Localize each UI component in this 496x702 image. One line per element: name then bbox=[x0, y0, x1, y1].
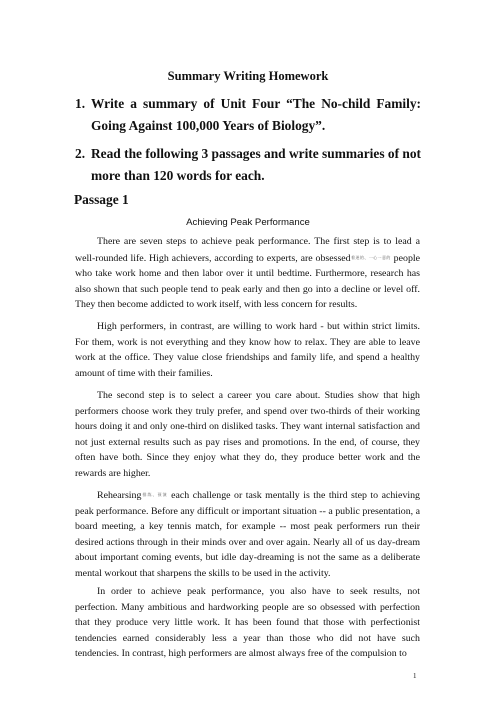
paragraph-3: The second step is to select a career you care about. Studies show that high performers choose work they truly prefer, and spend over two-thirds of their working hours doing it and only one-third on disliked tasks. They want internal satisfaction and not just external results such as pay rises and promotions. In the end, of course, they often have both. Since they enjoy what they do, they produce better work and the rewards are higher. bbox=[75, 390, 420, 479]
paragraph-2: High performers, in contrast, are willing to work hard - but within strict limits. For them, work is not everything and they know how to relax. They are able to leave work at the office. They value close friendships and family life, and spend a healthy amount of time with their families. bbox=[75, 321, 420, 379]
paragraph-4 bbox=[75, 487, 420, 581]
paragraph-1-text-b: people who take work home and then labor over it until bedtime. Furthermore, research has also shown that such people tend to peak early and then go into a decline or level off. They then become addicted to work itself, with less concern for results. bbox=[75, 252, 421, 310]
document-title: Summary Writing Homework bbox=[167, 69, 329, 83]
question-2-number: 2. bbox=[75, 146, 86, 161]
paragraph-1 bbox=[75, 234, 420, 313]
chinese-gloss-rehearsing: 排练、预演 bbox=[141, 492, 168, 497]
page-number: 1 bbox=[413, 672, 417, 680]
paragraph-4-text-b: each challenge or task mentally is the third step to achieving peak performance. Before any difficult or important situation -- a public presentation, a board meeting, a key tennis match, for example -- most peak performers run their desired actions through in their minds over and over again. Nearly all of us day-dream about important coming events, but idle day-dreaming is not the same as a deliberate mental workout that sharpens the skills to be used in the activity. bbox=[75, 490, 420, 579]
question-1-text: Write a summary of Unit Four “The No-child Family: Going Against 100,000 Years of Biology”. bbox=[91, 96, 421, 133]
paragraph-1-text-a: There are seven steps to achieve peak performance. The first step is to lead a well-rounded life. High achievers, according to experts, are obsessed bbox=[75, 236, 420, 264]
question-1-number: 1. bbox=[75, 96, 86, 111]
paragraph-4-text-a: Rehearsing bbox=[97, 490, 142, 501]
question-2-text: Read the following 3 passages and write summaries of not more than 120 words for each. bbox=[91, 146, 421, 183]
passage-label: Passage 1 bbox=[74, 192, 129, 207]
question-1 bbox=[75, 93, 421, 137]
paragraph-5: In order to achieve peak performance, you also have to seek results, not perfection. Many ambitious and hardworking people are so obsessed with perfection that they produce very little work. It has been found that those with perfectionist tendencies earned considerably less a year than those who did not have such tendencies. In contrast, high performers are almost always free of the compulsion to bbox=[75, 586, 420, 659]
chinese-gloss-obsessed: 着迷的、一心一意的 bbox=[350, 254, 391, 260]
question-2 bbox=[75, 143, 421, 187]
passage-title: Achieving Peak Performance bbox=[186, 217, 310, 228]
